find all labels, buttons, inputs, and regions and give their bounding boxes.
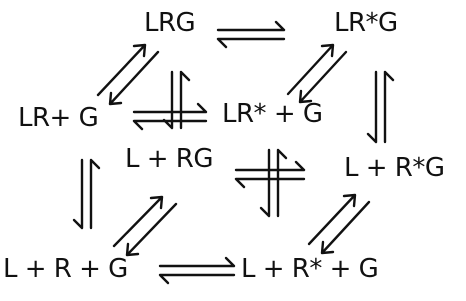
equilibrium-arrow-lrstarg-lrstarplusg xyxy=(288,45,346,102)
equilibrium-arrow-lrplusg-lplusrplusg xyxy=(74,160,99,228)
equilibrium-arrow-lrstarg-lplusrstarg xyxy=(368,72,393,142)
species-label-lr-plus-g: LR+ G xyxy=(18,103,99,133)
equilibrium-arrow-lrg-lrplusg xyxy=(98,45,158,104)
species-label-lrg: LRG xyxy=(144,8,196,38)
species-label-lr-star-g: LR*G xyxy=(334,8,398,38)
equilibrium-arrow-lplusrg-lplusrplusg xyxy=(114,197,176,255)
species-label-l-plus-r-star-plus-g: L + R* + G xyxy=(241,254,379,284)
species-label-l-plus-rg: L + RG xyxy=(125,144,214,174)
equilibrium-arrow-lplusrstarg-lplusrstarplusg xyxy=(309,195,369,253)
equilibrium-arrow-lrg-lplusrg xyxy=(164,72,189,128)
equilibrium-arrow-lrg-lrstarg xyxy=(218,22,284,47)
species-label-lr-star-plus-g: LR* + G xyxy=(222,99,323,129)
species-label-l-plus-r-star-g: L + R*G xyxy=(344,153,445,183)
equilibrium-arrow-lplusrplusg-lplusrstarplusg xyxy=(160,258,234,283)
species-label-l-plus-r-plus-g: L + R + G xyxy=(3,254,128,284)
equilibrium-arrow-lrstarplusg-lplusrstarplusg xyxy=(261,150,286,216)
